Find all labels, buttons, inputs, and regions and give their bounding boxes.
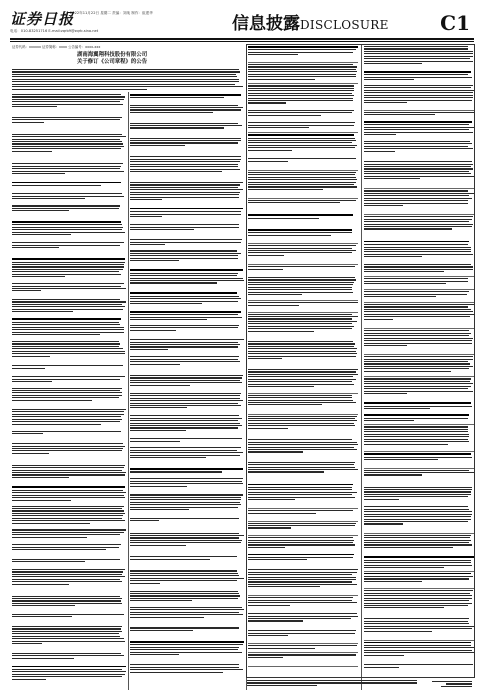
- text-paragraph: [12, 614, 126, 619]
- page-code: C1: [440, 11, 470, 35]
- text-paragraph: [130, 447, 244, 459]
- section-title: [232, 14, 389, 35]
- text-paragraph: [12, 163, 126, 175]
- text-paragraph: [130, 292, 244, 305]
- text-paragraph: [12, 486, 126, 502]
- section-title-cn: 信息披露: [232, 14, 300, 34]
- text-paragraph: [12, 506, 126, 526]
- text-paragraph: [130, 641, 244, 657]
- text-paragraph: [130, 105, 244, 115]
- text-paragraph: [12, 242, 126, 249]
- text-paragraph: [12, 376, 126, 383]
- text-paragraph: [130, 556, 244, 561]
- column-divider: [128, 92, 129, 690]
- text-paragraph: [130, 123, 244, 130]
- text-paragraph: [12, 596, 126, 608]
- text-paragraph: [12, 299, 126, 314]
- text-paragraph: [12, 544, 126, 551]
- text-paragraph: [130, 224, 244, 231]
- text-paragraph: [130, 138, 244, 148]
- text-paragraph: [130, 494, 244, 511]
- amendment-table-frame: [246, 44, 475, 678]
- text-paragraph: [12, 117, 126, 124]
- text-paragraph: [130, 239, 244, 246]
- text-paragraph: [12, 283, 126, 293]
- text-paragraph: [12, 626, 126, 646]
- text-paragraph: [130, 156, 244, 173]
- company-name: 湖南海翼翔科技股份有限公司: [77, 52, 148, 58]
- text-paragraph: [12, 431, 126, 436]
- text-paragraph: [130, 664, 244, 674]
- text-paragraph: [130, 375, 244, 387]
- text-paragraph: [130, 591, 244, 603]
- header-rule: [10, 38, 474, 40]
- text-paragraph: [12, 94, 126, 109]
- text-paragraph: [130, 393, 244, 410]
- text-paragraph: [12, 559, 126, 564]
- text-paragraph: [12, 318, 126, 336]
- text-paragraph: [12, 569, 126, 586]
- text-paragraph: [12, 388, 126, 403]
- contact-line: 电话：010-83251716 E-mail:zqrb9@zqrb.sina.net: [10, 29, 99, 33]
- masthead: [0, 0, 484, 42]
- text-paragraph: [130, 269, 244, 285]
- text-paragraph: [130, 438, 244, 443]
- text-paragraph: [12, 258, 126, 278]
- text-paragraph: [12, 465, 126, 480]
- text-paragraph: [130, 570, 244, 585]
- text-paragraph: [130, 208, 244, 219]
- text-paragraph: [12, 443, 126, 455]
- text-paragraph: [12, 529, 126, 539]
- header-rule-thin: [10, 41, 474, 42]
- text-paragraph: [130, 468, 244, 474]
- text-paragraph: [12, 653, 126, 660]
- issue-info: 2022年11月22日 星期二 责编：刘纯 制作：崔建华: [70, 11, 153, 15]
- text-paragraph: [130, 356, 244, 366]
- notice-header: [12, 44, 244, 68]
- notice-title: 关于修订《公司章程》的公告: [77, 59, 148, 65]
- text-paragraph: [130, 518, 244, 523]
- text-paragraph: [130, 311, 244, 322]
- signature-block: [428, 681, 472, 688]
- text-paragraph: [130, 533, 244, 548]
- text-paragraph: [130, 415, 244, 432]
- text-paragraph: [12, 409, 126, 426]
- text-paragraph: [130, 325, 244, 332]
- stock-codes: 证券代码：xxxxxx 证券简称：xxxx 公告编号：xxxx-xxx: [12, 45, 101, 49]
- text-paragraph: [12, 193, 126, 200]
- text-paragraph: [12, 221, 126, 237]
- text-paragraph: [130, 250, 244, 262]
- text-paragraph: [12, 205, 126, 212]
- footer-note: [247, 680, 422, 687]
- section-title-en: DISCLOSURE: [300, 18, 389, 32]
- text-paragraph: [12, 134, 126, 154]
- text-paragraph: [12, 182, 126, 188]
- text-paragraph: [130, 607, 244, 619]
- text-paragraph: [130, 94, 244, 100]
- text-paragraph: [12, 666, 126, 682]
- text-paragraph: [130, 478, 244, 488]
- text-paragraph: [12, 365, 126, 370]
- intro-paragraph: [12, 69, 244, 91]
- text-paragraph: [130, 182, 244, 202]
- newspaper-logo: 证券日报: [10, 10, 75, 28]
- text-paragraph: [130, 627, 244, 632]
- text-paragraph: [12, 341, 126, 358]
- text-paragraph: [130, 339, 244, 351]
